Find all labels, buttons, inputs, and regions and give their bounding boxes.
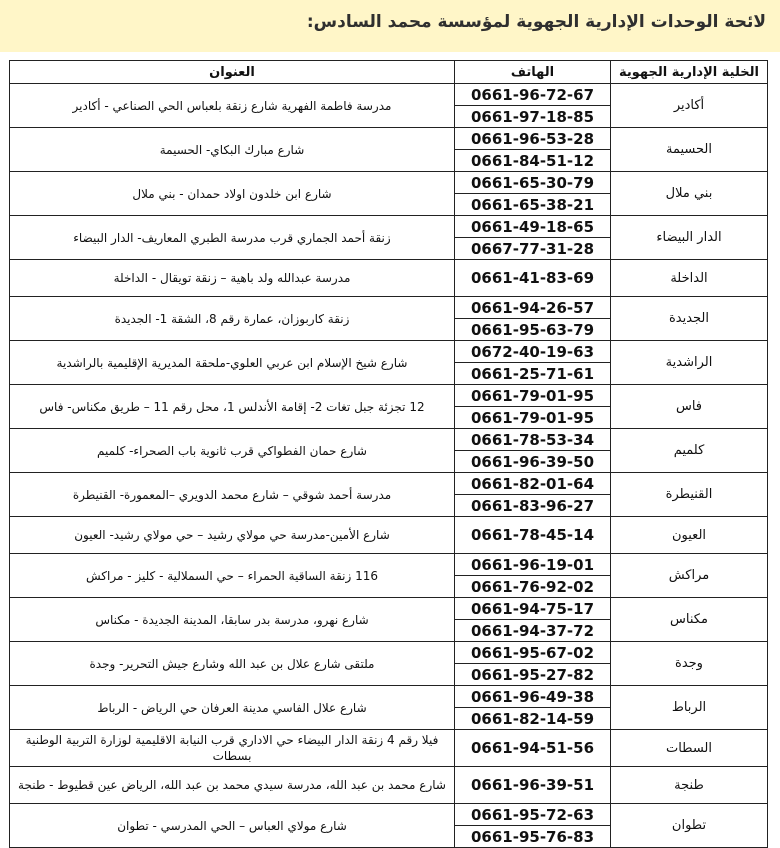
address-cell: شارع شيخ الإسلام ابن عربي العلوي-ملحقة المديرية الإقليمية بالراشدية xyxy=(10,341,455,385)
address-cell: زنقة أحمد الجماري قرب مدرسة الطبري المعاريف- الدار البيضاء xyxy=(10,216,455,260)
table-row xyxy=(10,297,768,319)
address-cell: مدرسة أحمد شوقي – شارع محمد الدويري –المعمورة- القنيطرة xyxy=(10,473,455,517)
table-row xyxy=(10,172,768,194)
phone-cell: 0661-79-01-95 xyxy=(455,407,611,429)
phone-cell: 0661-83-96-27 xyxy=(455,495,611,517)
phone-cell: 0661-65-30-79 xyxy=(455,172,611,194)
phone-cell: 0672-40-19-63 xyxy=(455,341,611,363)
phone-cell: 0661-49-18-65 xyxy=(455,216,611,238)
region-cell: طنجة xyxy=(611,767,768,804)
phone-cell: 0667-77-31-28 xyxy=(455,238,611,260)
table-row xyxy=(10,216,768,238)
phone-cell: 0661-96-72-67 xyxy=(455,84,611,106)
region-cell: مراكش xyxy=(611,554,768,598)
phone-cell: 0661-94-26-57 xyxy=(455,297,611,319)
phone-cell: 0661-96-49-38 xyxy=(455,686,611,708)
table-row xyxy=(10,642,768,664)
phone-cell: 0661-94-51-56 xyxy=(455,730,611,767)
table-row xyxy=(10,730,768,767)
region-cell: الرباط xyxy=(611,686,768,730)
phone-cell: 0661-94-37-72 xyxy=(455,620,611,642)
regional-units-table xyxy=(9,60,768,848)
address-cell: مدرسة فاطمة الفهرية شارع زنقة بلعباس الحي الصناعي - أكادير xyxy=(10,84,455,128)
address-cell: ملتقى شارع علال بن عبد الله وشارع جيش التحرير- وجدة xyxy=(10,642,455,686)
address-cell: شارع ابن خلدون اولاد حمدان - بني ملال xyxy=(10,172,455,216)
table-row xyxy=(10,429,768,451)
address-cell: شارع حمان الفطواكي قرب ثانوية باب الصحراء- كلميم xyxy=(10,429,455,473)
region-cell: الداخلة xyxy=(611,260,768,297)
address-cell: شارع الأمين-مدرسة حي مولاي رشيد – حي مولاي رشيد- العيون xyxy=(10,517,455,554)
region-cell: أكادير xyxy=(611,84,768,128)
region-cell: الحسيمة xyxy=(611,128,768,172)
region-cell: وجدة xyxy=(611,642,768,686)
region-cell: مكناس xyxy=(611,598,768,642)
phone-cell: 0661-82-14-59 xyxy=(455,708,611,730)
address-cell: شارع مولاي العباس – الحي المدرسي - تطوان xyxy=(10,804,455,848)
phone-cell: 0661-95-27-82 xyxy=(455,664,611,686)
phone-cell: 0661-94-75-17 xyxy=(455,598,611,620)
phone-cell: 0661-82-01-64 xyxy=(455,473,611,495)
phone-cell: 0661-95-67-02 xyxy=(455,642,611,664)
address-cell: مدرسة عبدالله ولد باهية – زنقة تويقال - الداخلة xyxy=(10,260,455,297)
table-row xyxy=(10,804,768,826)
table-row xyxy=(10,554,768,576)
table-header-row xyxy=(10,61,768,84)
region-cell: بني ملال xyxy=(611,172,768,216)
phone-cell: 0661-95-63-79 xyxy=(455,319,611,341)
phone-cell: 0661-84-51-12 xyxy=(455,150,611,172)
address-cell: 116 زنقة الساقية الحمراء – حي السملالية - كليز - مراكش xyxy=(10,554,455,598)
phone-cell: 0661-97-18-85 xyxy=(455,106,611,128)
phone-cell: 0661-76-92-02 xyxy=(455,576,611,598)
address-cell: فيلا رقم 4 زنقة الدار البيضاء حي الاداري قرب النيابة الاقليمية لوزارة التربية الوطنية بسطات xyxy=(10,730,455,767)
header-address: العنوان xyxy=(10,61,455,84)
table-row xyxy=(10,385,768,407)
phone-cell: 0661-79-01-95 xyxy=(455,385,611,407)
phone-cell: 0661-25-71-61 xyxy=(455,363,611,385)
table-row xyxy=(10,341,768,363)
phone-cell: 0661-65-38-21 xyxy=(455,194,611,216)
address-cell: شارع محمد بن عبد الله، مدرسة سيدي محمد بن عبد الله، الرياض عين قطيوط - طنجة xyxy=(10,767,455,804)
address-cell: شارع مبارك البكاي- الحسيمة xyxy=(10,128,455,172)
table-row xyxy=(10,598,768,620)
phone-cell: 0661-78-45-14 xyxy=(455,517,611,554)
region-cell: فاس xyxy=(611,385,768,429)
region-cell: كلميم xyxy=(611,429,768,473)
header-phone: الهاتف xyxy=(455,61,611,84)
phone-cell: 0661-78-53-34 xyxy=(455,429,611,451)
address-cell: شارع نهرو، مدرسة بدر سابقا، المدينة الجديدة - مكناس xyxy=(10,598,455,642)
page-title: لائحة الوحدات الإدارية الجهوية لمؤسسة محمد السادس: xyxy=(306,12,766,32)
region-cell: تطوان xyxy=(611,804,768,848)
region-cell: الراشدية xyxy=(611,341,768,385)
address-cell: زنقة كاربوزان، عمارة رقم 8، الشقة 1- الجديدة xyxy=(10,297,455,341)
region-cell: القنيطرة xyxy=(611,473,768,517)
table-row xyxy=(10,84,768,106)
region-cell: الدار البيضاء xyxy=(611,216,768,260)
table-body xyxy=(10,84,768,848)
header-region: الخلية الإدارية الجهوية xyxy=(611,61,768,84)
phone-cell: 0661-96-39-50 xyxy=(455,451,611,473)
phone-cell: 0661-96-39-51 xyxy=(455,767,611,804)
phone-cell: 0661-41-83-69 xyxy=(455,260,611,297)
table-row xyxy=(10,686,768,708)
table-row xyxy=(10,260,768,297)
address-cell: شارع علال الفاسي مدينة العرفان حي الرياض - الرباط xyxy=(10,686,455,730)
phone-cell: 0661-95-72-63 xyxy=(455,804,611,826)
table-row xyxy=(10,128,768,150)
region-cell: السطات xyxy=(611,730,768,767)
table-row xyxy=(10,767,768,804)
table-row xyxy=(10,517,768,554)
phone-cell: 0661-95-76-83 xyxy=(455,826,611,848)
table-row xyxy=(10,473,768,495)
phone-cell: 0661-96-53-28 xyxy=(455,128,611,150)
region-cell: الجديدة xyxy=(611,297,768,341)
address-cell: 12 تجزئة جبل تغات 2- إقامة الأندلس 1، محل رقم 11 – طريق مكناس- فاس xyxy=(10,385,455,429)
region-cell: العيون xyxy=(611,517,768,554)
phone-cell: 0661-96-19-01 xyxy=(455,554,611,576)
